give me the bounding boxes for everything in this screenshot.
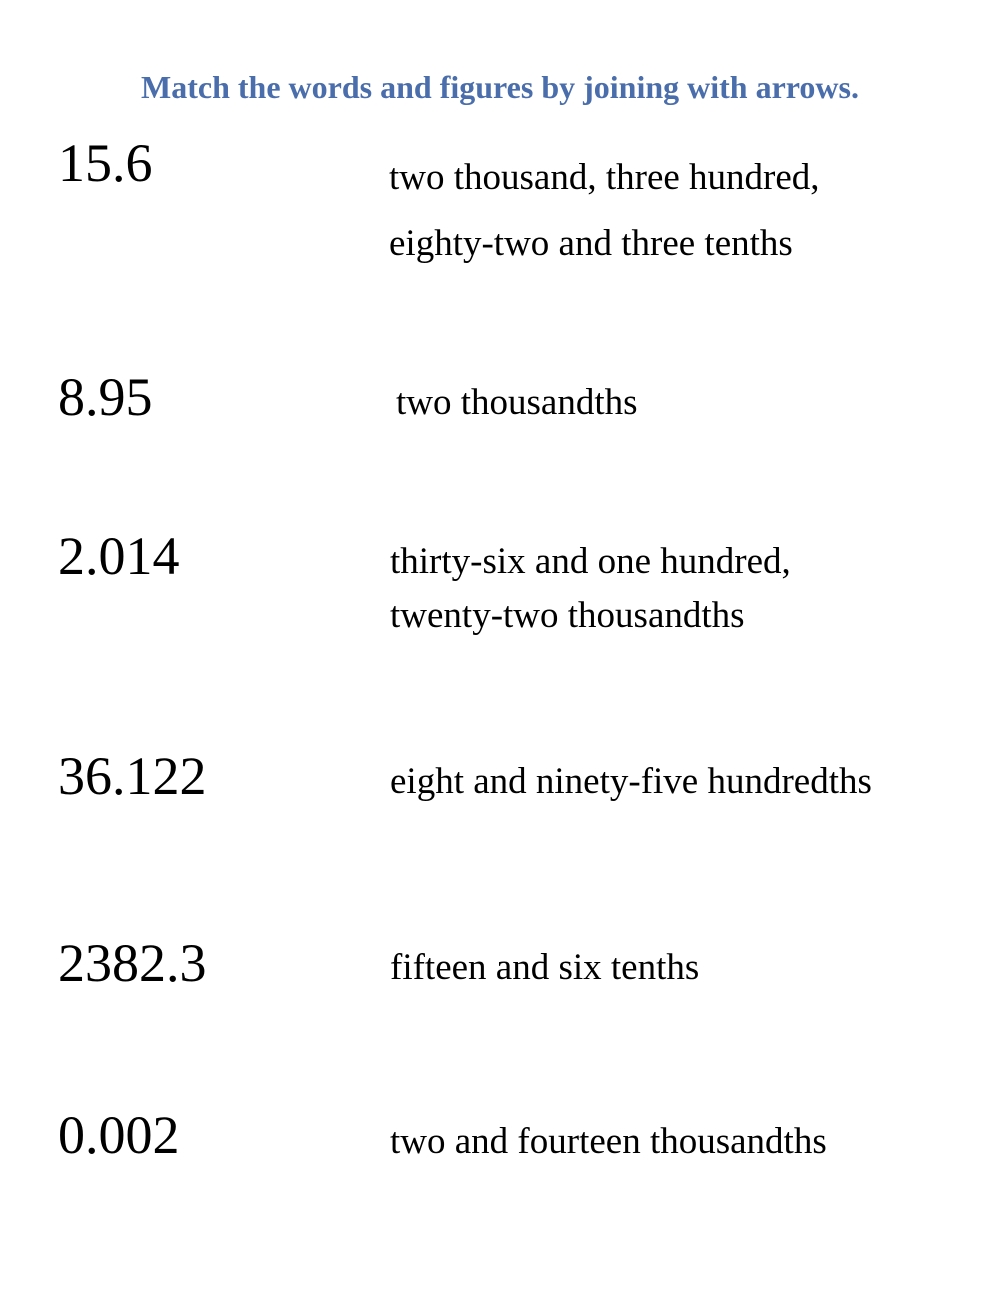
words-item	[389, 145, 820, 277]
words-line: eight and ninety-five hundredths	[390, 761, 872, 802]
figure-item: 0.002	[58, 1105, 180, 1165]
words-item	[390, 756, 872, 808]
words-line: twenty-two thousandths	[390, 595, 745, 636]
words-line: two thousandths	[396, 382, 638, 423]
figure-item: 2.014	[58, 526, 180, 586]
words-line: eighty-two and three tenths	[389, 223, 793, 264]
figure-item: 8.95	[58, 367, 153, 427]
words-line: two thousand, three hundred,	[389, 157, 820, 198]
worksheet-title: Match the words and figures by joining with arrows.	[141, 69, 859, 105]
words-line: fifteen and six tenths	[390, 947, 700, 988]
words-line: thirty-six and one hundred,	[390, 541, 791, 582]
words-item	[390, 1116, 827, 1168]
words-item	[396, 377, 638, 429]
words-item	[390, 535, 791, 643]
figure-item: 36.122	[58, 746, 207, 806]
figure-item: 15.6	[58, 133, 153, 193]
words-item	[390, 942, 699, 994]
figure-item: 2382.3	[58, 933, 207, 993]
words-line: two and fourteen thousandths	[390, 1121, 827, 1162]
